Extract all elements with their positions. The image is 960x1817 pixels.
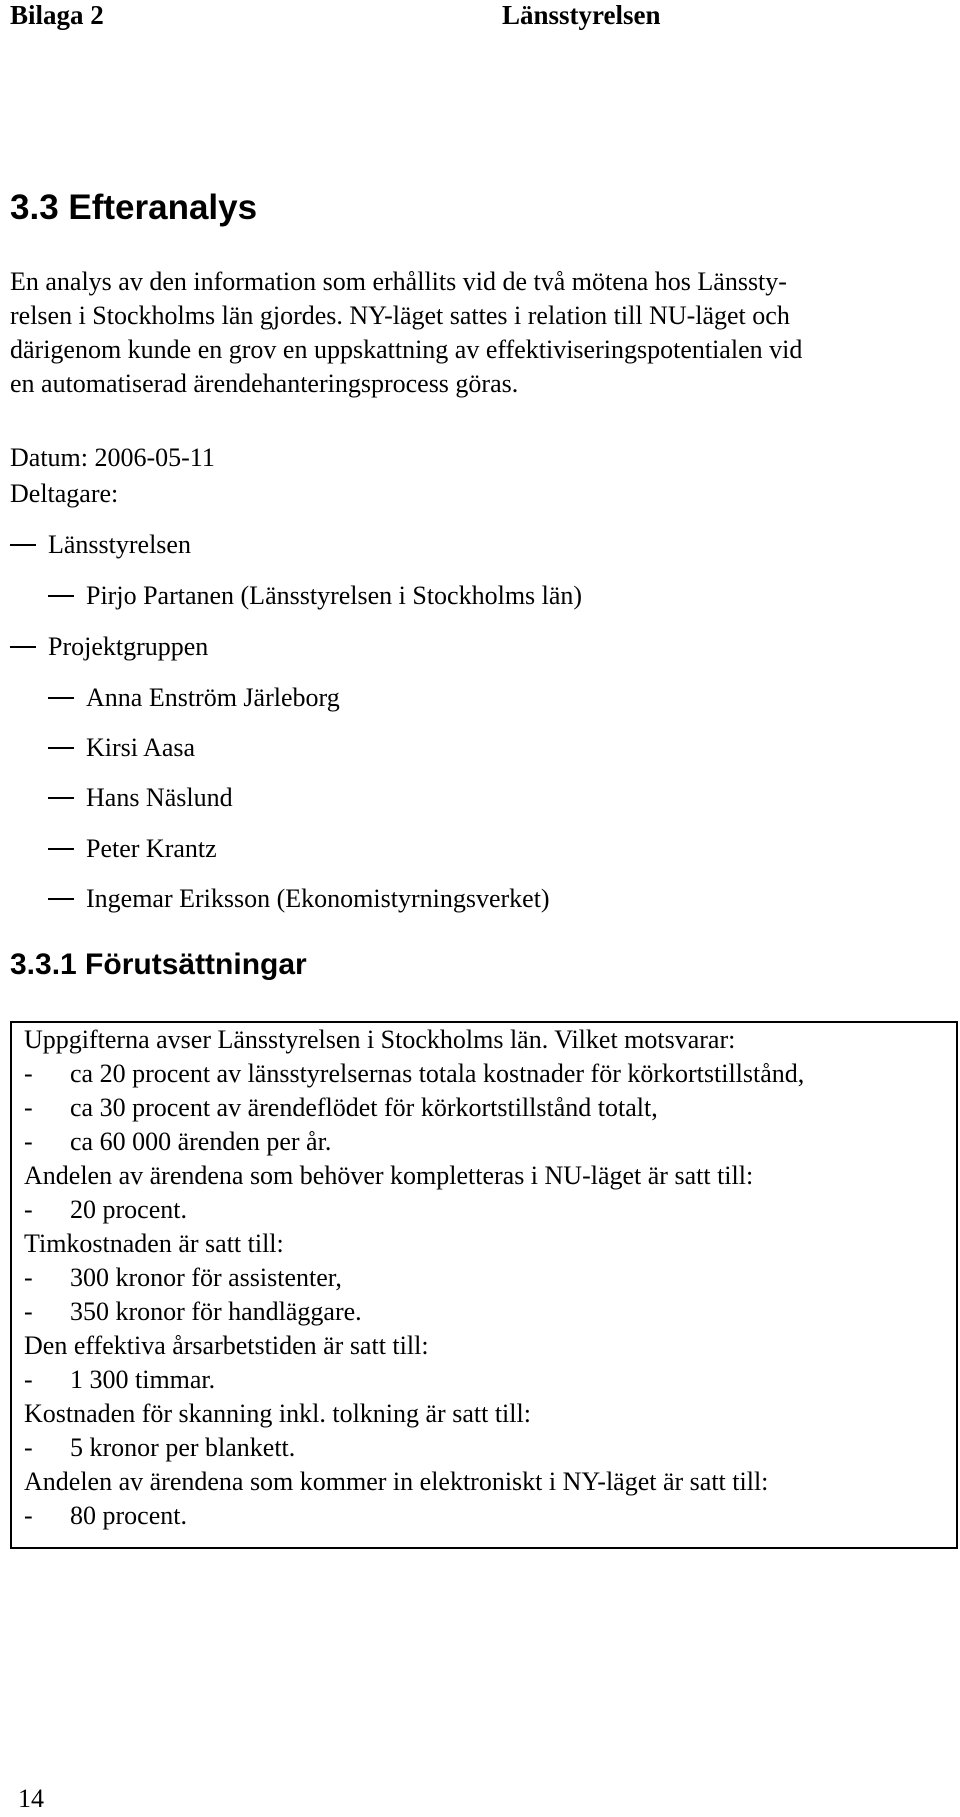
participant-item <box>48 783 233 813</box>
participant-item <box>48 683 340 713</box>
participant-item <box>48 834 217 864</box>
dash-bullet-icon <box>10 544 36 546</box>
participant-item <box>48 884 550 914</box>
header-agency-label: Länsstyrelsen <box>502 0 661 30</box>
intro-line: En analys av den information som erhållits vid de två mötena hos Länssty- <box>10 267 787 296</box>
box-line: Andelen av ärendena som kommer in elektroniskt i NY-läget är satt till: <box>24 1467 769 1496</box>
box-line: Timkostnaden är satt till: <box>24 1229 284 1258</box>
box-line: - 20 procent. <box>24 1195 187 1224</box>
participant-label: Ingemar Eriksson (Ekonomistyrningsverket) <box>86 884 550 913</box>
bullet-dash: - <box>24 1501 33 1530</box>
box-line: Andelen av ärendena som behöver kompletteras i NU-läget är satt till: <box>24 1161 754 1190</box>
bullet-dash: - <box>24 1093 33 1122</box>
intro-line: relsen i Stockholms län gjordes. NY-läget sattes i relation till NU-läget och <box>10 301 790 330</box>
participant-item <box>48 733 195 763</box>
participant-label: Hans Näslund <box>86 783 233 812</box>
dash-bullet-icon <box>48 898 74 900</box>
dash-bullet-icon <box>48 595 74 597</box>
bullet-dash: - <box>24 1127 33 1156</box>
box-line: - ca 20 procent av länsstyrelsernas totala kostnader för körkortstillstånd, <box>24 1059 805 1088</box>
participant-label: Projektgruppen <box>48 632 209 661</box>
dash-bullet-icon <box>48 848 74 850</box>
box-line: - 300 kronor för assistenter, <box>24 1263 342 1292</box>
subsection-heading: 3.3.1 Förutsättningar <box>10 948 307 981</box>
participant-item <box>48 581 582 611</box>
intro-line: en automatiserad ärendehanteringsprocess göras. <box>10 369 519 398</box>
box-line: Uppgifterna avser Länsstyrelsen i Stockholms län. Vilket motsvarar: <box>24 1025 736 1054</box>
meeting-date: Datum: 2006-05-11 <box>10 443 215 472</box>
box-line: - 5 kronor per blankett. <box>24 1433 296 1462</box>
participants-label: Deltagare: <box>10 479 119 508</box>
box-line: Kostnaden för skanning inkl. tolkning är satt till: <box>24 1399 531 1428</box>
bullet-dash: - <box>24 1263 33 1292</box>
dash-bullet-icon <box>48 747 74 749</box>
dash-bullet-icon <box>10 646 36 648</box>
dash-bullet-icon <box>48 797 74 799</box>
participant-label: Kirsi Aasa <box>86 733 196 762</box>
bullet-dash: - <box>24 1433 33 1462</box>
box-line: - ca 30 procent av ärendeflödet för körkortstillstånd totalt, <box>24 1093 658 1122</box>
bullet-dash: - <box>24 1195 33 1224</box>
header-appendix-label: Bilaga 2 <box>10 0 104 30</box>
participant-label: Pirjo Partanen (Länsstyrelsen i Stockholms län) <box>86 581 583 610</box>
participant-label: Länsstyrelsen <box>48 530 191 559</box>
box-line: - ca 60 000 ärenden per år. <box>24 1127 332 1156</box>
box-line: - 1 300 timmar. <box>24 1365 216 1394</box>
box-line: Den effektiva årsarbetstiden är satt till: <box>24 1331 429 1360</box>
intro-line: därigenom kunde en grov en uppskattning av effektiviseringspotentialen vid <box>10 335 803 364</box>
dash-bullet-icon <box>48 697 74 699</box>
intro-paragraph <box>10 265 802 401</box>
bullet-dash: - <box>24 1059 33 1088</box>
box-line: - 350 kronor för handläggare. <box>24 1297 362 1326</box>
box-line: - 80 procent. <box>24 1501 187 1530</box>
participant-item <box>10 530 191 560</box>
participant-label: Anna Enström Järleborg <box>86 683 340 712</box>
participant-item <box>10 632 208 662</box>
section-heading: 3.3 Efteranalys <box>10 188 258 227</box>
assumptions-box <box>10 1021 958 1549</box>
participant-label: Peter Krantz <box>86 834 217 863</box>
page-number: 14 <box>18 1784 44 1813</box>
bullet-dash: - <box>24 1365 33 1394</box>
bullet-dash: - <box>24 1297 33 1326</box>
